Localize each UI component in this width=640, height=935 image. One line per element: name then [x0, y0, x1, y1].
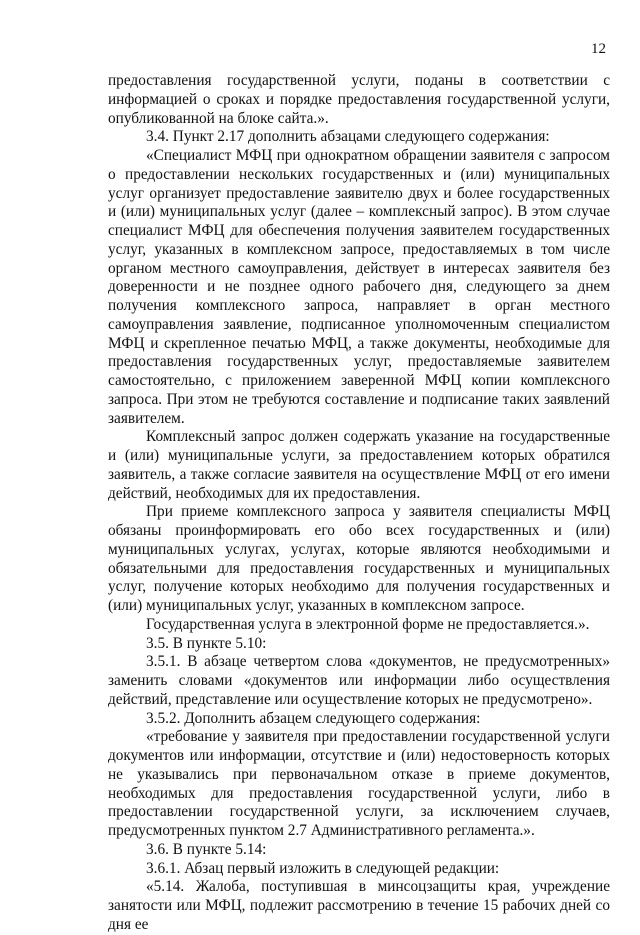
paragraph: «Специалист МФЦ при однократном обращении заявителя с запросом о предоставлении нескольких государственных и (или) муниципальных услуг организует предоставление заявителю двух и более государственных и (или) муниципальных услуг (далее – комплексный запрос). В этом случае специалист МФЦ для обеспечения получения заявителем государственных услуг, указанных в комплексном запросе, предоставляемых в том числе органом местного самоуправления, действует в интересах заявителя без доверенности и не позднее одного рабочего дня, следующего за днем получения комплексного запроса, направляет в орган местного самоуправления заявление, подписанное уполномоченным специалистом МФЦ и скрепленное печатью МФЦ, а также документы, необходимые для предоставления государственных услуг, предоставляемые заявителем самостоятельно, с приложением заверенной МФЦ копии комплексного запроса. При этом не требуются составление и подписание таких заявлений заявителем. — [108, 147, 610, 427]
paragraph: «требование у заявителя при предоставлении государственной услуги документов или информации, отсутствие и (или) недостоверность которых не указывались при первоначальном отказе в приеме документов, необходимых для предоставления государственной услуги, либо в предоставлении государственной услуги, за исключением случаев, предусмотренных пунктом 2.7 Административного регламента.». — [108, 728, 610, 839]
paragraph: 3.5.2. Дополнить абзацем следующего содержания: — [146, 709, 481, 727]
paragraph: 3.6. В пункте 5.14: — [146, 840, 267, 858]
paragraph: 3.5.1. В абзаце четвертом слова «документов, не предусмотренных» заменить словами «документов или информации либо осуществления действий, представление или осуществление которых не предусмотрено». — [108, 653, 610, 708]
page-number: 12 — [591, 41, 606, 57]
paragraph: 3.5. В пункте 5.10: — [146, 634, 267, 652]
paragraph: 3.6.1. Абзац первый изложить в следующей редакции: — [146, 859, 500, 877]
paragraph: 3.4. Пункт 2.17 дополнить абзацами следующего содержания: — [146, 128, 550, 146]
paragraph: предоставления государственной услуги, поданы в соответствии с информацией о сроках и порядке предоставления государственной услуги, опубликованной на блоке сайта.». — [108, 72, 610, 127]
paragraph: При приеме комплексного запроса у заявителя специалисты МФЦ обязаны проинформировать его обо всех государственных и (или) муниципальных услугах, услугах, которые являются необходимыми и обязательными для предоставления государственных и муниципальных услуг, получение которых необходимо для получения государственных и (или) муниципальных услуг, указанных в комплексном запросе. — [108, 503, 610, 614]
paragraph: Государственная услуга в электронной форме не предоставляется.». — [146, 615, 590, 633]
paragraph: Комплексный запрос должен содержать указание на государственные и (или) муниципальные услуги, за предоставлением которых обратился заявитель, а также согласие заявителя на осуществление МФЦ от его имени действий, необходимых для их предоставления. — [108, 428, 610, 502]
document-body — [108, 72, 610, 935]
paragraph: «5.14. Жалоба, поступившая в минсоцзащиты края, учреждение занятости или МФЦ, подлежит рассмотрению в течение 15 рабочих дней со дня ее — [108, 878, 610, 933]
